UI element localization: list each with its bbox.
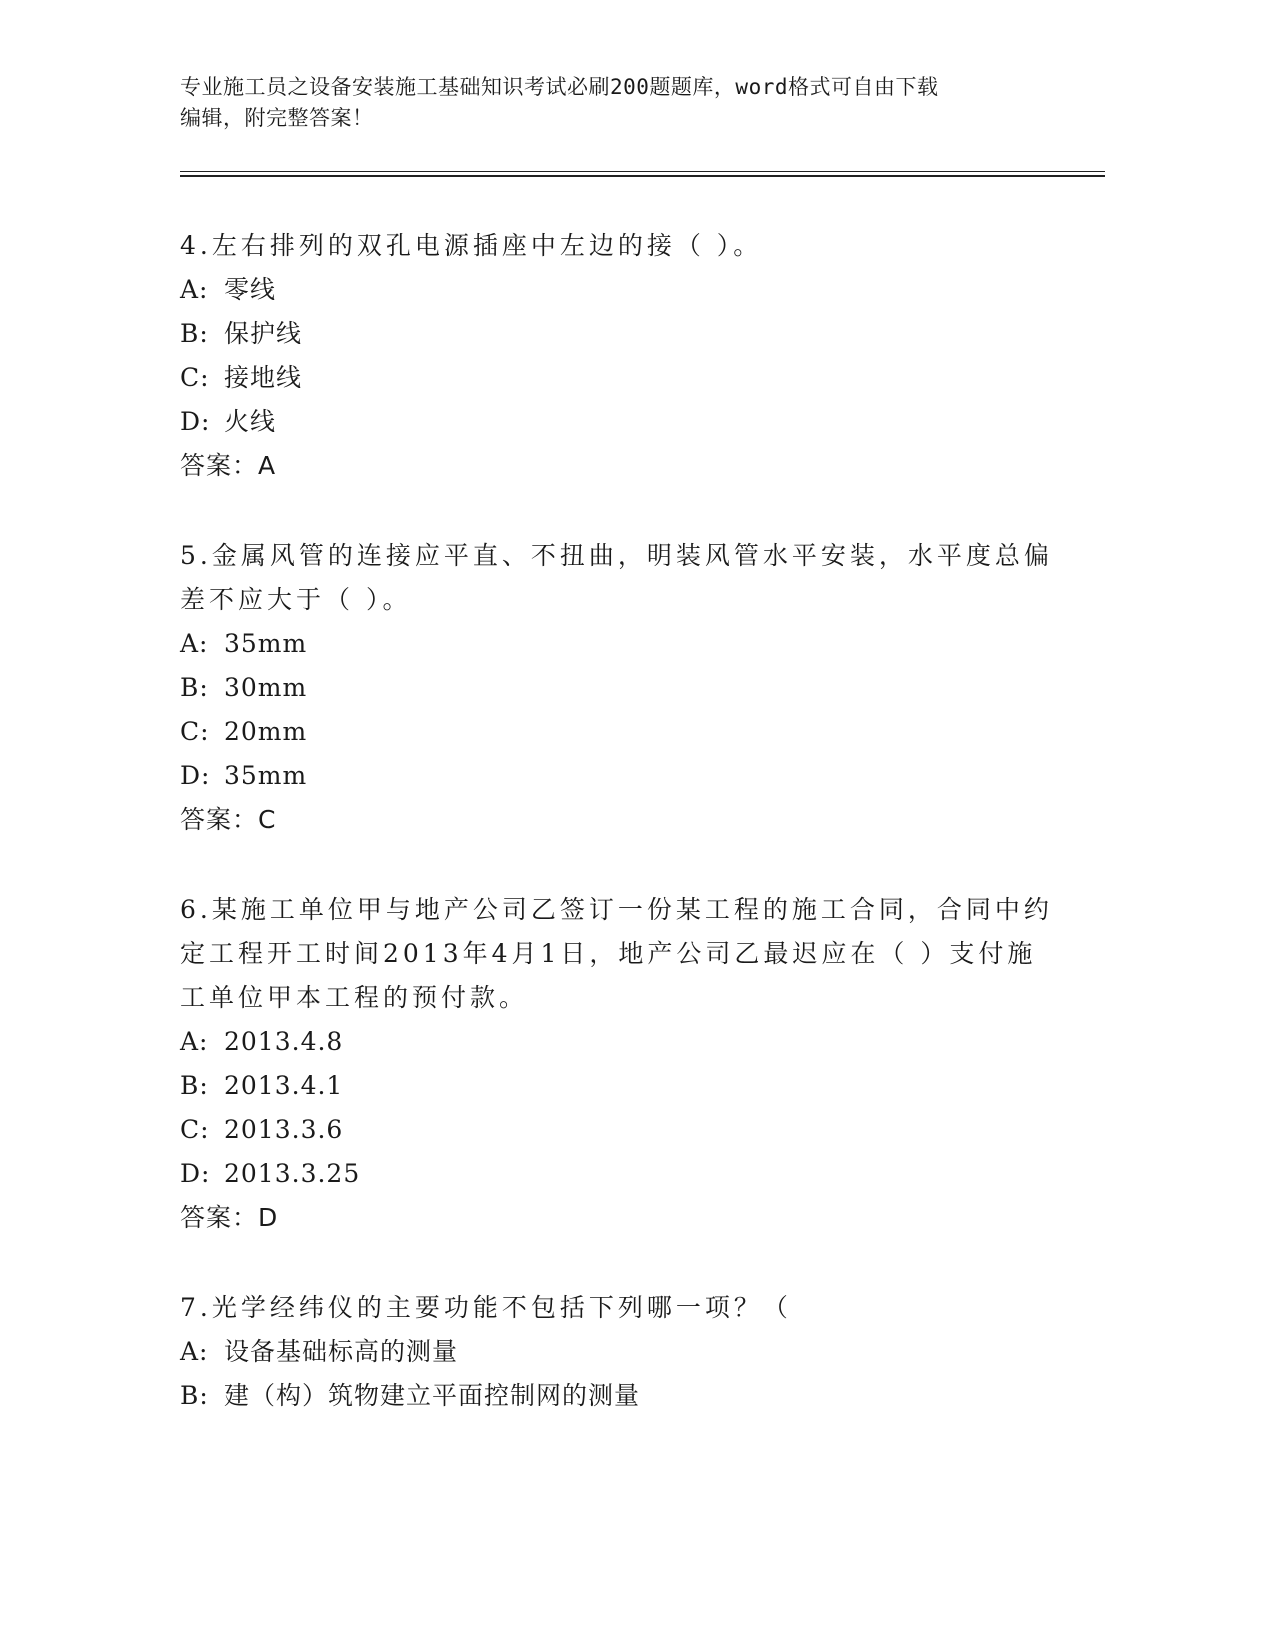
header-divider-thin <box>180 171 1105 172</box>
option-letter: C: <box>180 1115 210 1144</box>
question-block <box>180 224 1080 488</box>
option-letter: B: <box>180 1071 209 1100</box>
option-text: 2013.3.6 <box>224 1115 344 1144</box>
question-text-line: 4.左右排列的双孔电源插座中左边的接（ ）。 <box>180 231 763 260</box>
question-text-line: 差不应大于（ ）。 <box>180 585 412 614</box>
option-text: 2013.3.25 <box>224 1159 361 1188</box>
option-letter: C: <box>180 363 210 392</box>
option-letter: C: <box>180 717 210 746</box>
answer-option <box>180 666 1080 710</box>
option-text: 火线 <box>224 407 277 436</box>
answer-option <box>180 1020 1080 1064</box>
answer-option <box>180 1152 1080 1196</box>
option-text: 2013.4.1 <box>224 1071 344 1100</box>
header-divider-thick <box>180 175 1105 177</box>
option-letter: A: <box>180 1027 209 1056</box>
question-text-line: 定工程开工时间2013年4月1日，地产公司乙最迟应在（ ）支付施 <box>180 939 1037 968</box>
answer-key: 答案：A <box>180 451 277 480</box>
question-text-line: 6.某施工单位甲与地产公司乙签订一份某工程的施工合同，合同中约 <box>180 895 1053 924</box>
option-letter: D: <box>180 761 211 790</box>
answer-option <box>180 1108 1080 1152</box>
question-text-line: 7.光学经纬仪的主要功能不包括下列哪一项？（ <box>180 1293 792 1322</box>
document-header <box>180 72 1080 134</box>
option-text: 2013.4.8 <box>224 1027 344 1056</box>
header-title-line-1: 专业施工员之设备安装施工基础知识考试必刷200题题库，word格式可自由下载 <box>180 75 939 99</box>
option-text: 接地线 <box>224 363 303 392</box>
answer-option <box>180 622 1080 666</box>
option-letter: A: <box>180 275 209 304</box>
option-letter: A: <box>180 1337 209 1366</box>
answer-option <box>180 1064 1080 1108</box>
option-letter: B: <box>180 673 209 702</box>
answer-option <box>180 1330 1080 1374</box>
option-text: 保护线 <box>224 319 303 348</box>
answer-option <box>180 400 1080 444</box>
answer-option <box>180 754 1080 798</box>
answer-option <box>180 268 1080 312</box>
question-block <box>180 534 1080 842</box>
question-text-line: 工单位甲本工程的预付款。 <box>180 983 529 1012</box>
option-text: 30mm <box>224 673 308 702</box>
question-block <box>180 1286 1080 1418</box>
option-text: 35mm <box>224 761 308 790</box>
header-title-line-2: 编辑，附完整答案！ <box>180 106 374 130</box>
option-letter: D: <box>180 407 211 436</box>
question-text-line: 5.金属风管的连接应平直、不扭曲，明装风管水平安装，水平度总偏 <box>180 541 1053 570</box>
question-block <box>180 888 1080 1240</box>
option-text: 建（构）筑物建立平面控制网的测量 <box>224 1381 641 1410</box>
answer-option <box>180 356 1080 400</box>
answer-key: 答案：C <box>180 805 277 834</box>
answer-option <box>180 710 1080 754</box>
answer-option <box>180 312 1080 356</box>
option-letter: D: <box>180 1159 211 1188</box>
option-text: 35mm <box>224 629 308 658</box>
option-letter: A: <box>180 629 209 658</box>
option-text: 设备基础标高的测量 <box>224 1337 459 1366</box>
option-text: 20mm <box>224 717 308 746</box>
option-letter: B: <box>180 1381 209 1410</box>
answer-option <box>180 1374 1080 1418</box>
question-list <box>180 224 1080 1464</box>
option-letter: B: <box>180 319 209 348</box>
answer-key: 答案：D <box>180 1203 279 1232</box>
option-text: 零线 <box>224 275 277 304</box>
